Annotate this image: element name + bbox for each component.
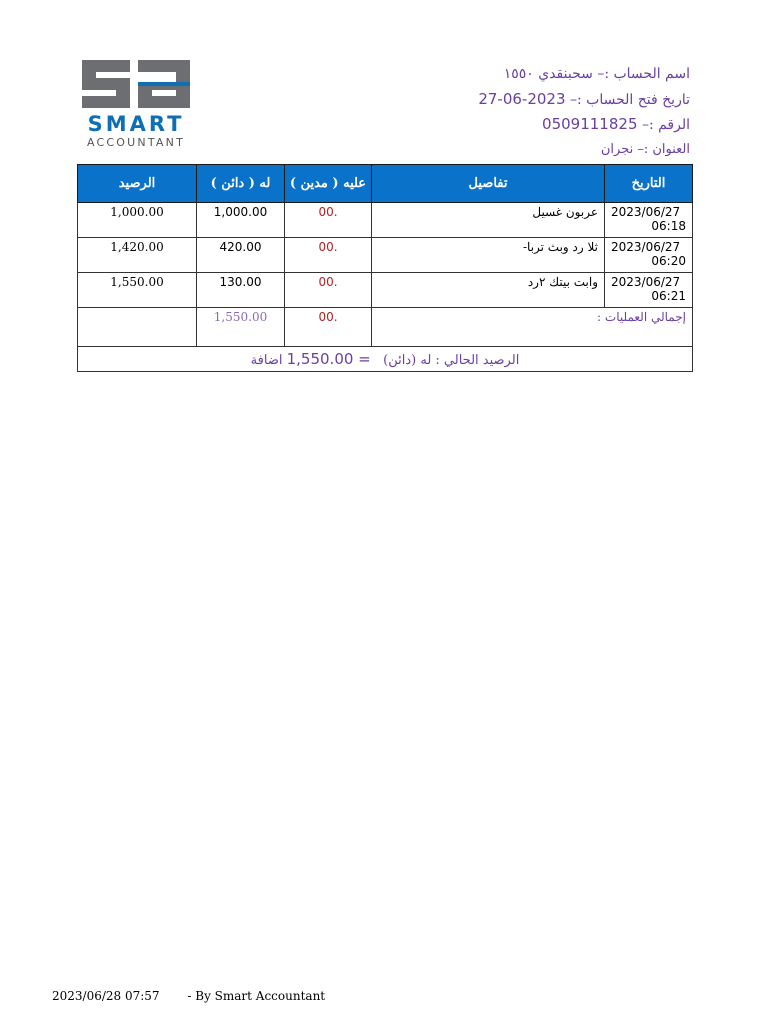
row-credit: 1,000.00 <box>197 203 285 238</box>
footer-by: - By Smart Accountant <box>187 989 326 1003</box>
table-row <box>78 203 693 238</box>
logo-accountant-text: ACCOUNTANT <box>87 136 185 149</box>
totals-balance <box>78 308 197 347</box>
row-details: ثلا رد وبث تربا- <box>372 238 605 273</box>
footer-timestamp: 2023/06/28 07:57 <box>52 989 160 1003</box>
current-balance-amount: 1,550.00 = <box>286 350 371 368</box>
table-row <box>78 238 693 273</box>
address-line <box>478 137 690 162</box>
row-balance: 1,550.00 <box>78 273 197 308</box>
row-balance: 1,420.00 <box>78 238 197 273</box>
current-balance-label: الرصيد الحالي : له (دائن) <box>383 353 520 368</box>
row-time: 06:20 <box>651 254 686 268</box>
row-time: 06:21 <box>651 289 686 303</box>
table-row <box>78 273 693 308</box>
row-debit: .00 <box>285 273 372 308</box>
account-name-label: اسم الحساب :– <box>597 66 690 82</box>
row-time: 06:18 <box>651 219 686 233</box>
row-date-cell <box>605 238 693 273</box>
address-label: العنوان :– <box>637 142 690 157</box>
row-date: 2023/06/27 <box>611 275 681 289</box>
header-balance: الرصيد <box>78 165 197 203</box>
current-balance-row <box>78 347 693 372</box>
ledger-table <box>77 164 693 372</box>
smart-accountant-logo <box>80 58 192 152</box>
account-name-value: سحبنقدي ١٥٥٠ <box>503 66 593 82</box>
row-details: وابت بيتك ٢رد <box>372 273 605 308</box>
row-credit: 420.00 <box>197 238 285 273</box>
page-footer <box>52 989 325 1003</box>
row-date: 2023/06/27 <box>611 240 681 254</box>
row-date-cell <box>605 273 693 308</box>
header-date: التاريخ <box>605 165 693 203</box>
account-info <box>478 62 690 162</box>
logo-smart-text: SMART <box>87 112 185 136</box>
account-number-value: 0509111825 <box>542 115 638 133</box>
header-credit: له ( دائن ) <box>197 165 285 203</box>
header-debit: عليه ( مدين ) <box>285 165 372 203</box>
row-credit: 130.00 <box>197 273 285 308</box>
totals-credit: 1,550.00 <box>197 308 285 347</box>
totals-label: إجمالي العمليات : <box>372 308 693 347</box>
row-debit: .00 <box>285 238 372 273</box>
header-details: تفاصيل <box>372 165 605 203</box>
totals-row <box>78 308 693 347</box>
account-number-label: الرقم :– <box>641 117 690 133</box>
row-balance: 1,000.00 <box>78 203 197 238</box>
account-number-line <box>478 112 690 137</box>
open-date-line <box>478 87 690 112</box>
sa-logo-mark-icon <box>80 58 192 110</box>
address-value: نجران <box>600 142 634 157</box>
account-name-line <box>478 62 690 87</box>
totals-debit: .00 <box>285 308 372 347</box>
row-details: عربون غسيل <box>372 203 605 238</box>
current-balance-cell <box>78 347 693 372</box>
table-header-row <box>78 165 693 203</box>
row-debit: .00 <box>285 203 372 238</box>
current-balance-suffix: اضافة <box>250 353 283 368</box>
open-date-value: 27-06-2023 <box>478 90 566 108</box>
row-date: 2023/06/27 <box>611 205 681 219</box>
open-date-label: تاريخ فتح الحساب :– <box>569 92 690 108</box>
row-date-cell <box>605 203 693 238</box>
